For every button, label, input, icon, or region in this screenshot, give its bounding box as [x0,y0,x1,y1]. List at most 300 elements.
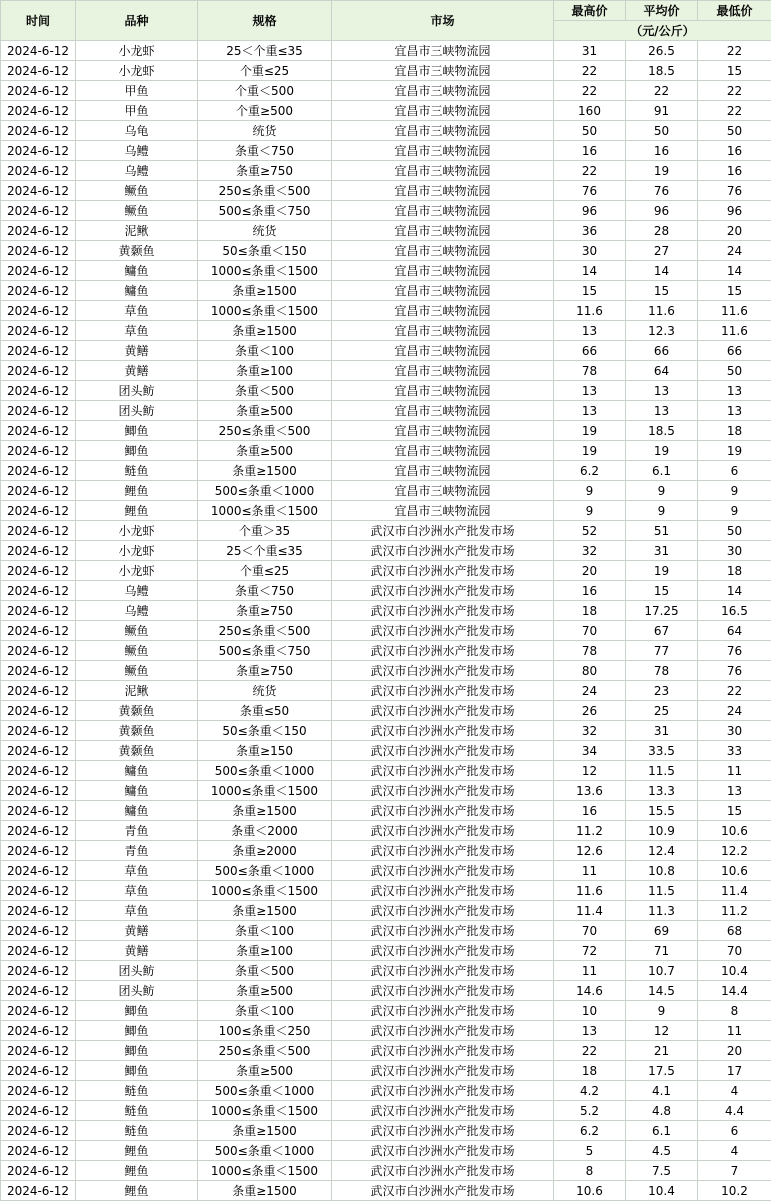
cell-date: 2024-6-12 [1,861,76,881]
cell-avg: 78 [626,661,698,681]
cell-date: 2024-6-12 [1,881,76,901]
table-row [1,821,771,841]
cell-low: 4 [698,1141,771,1161]
cell-kind: 鲫鱼 [76,1001,198,1021]
cell-date: 2024-6-12 [1,661,76,681]
cell-spec: 个重＜500 [198,81,332,101]
cell-avg: 51 [626,521,698,541]
cell-spec: 500≤条重＜1000 [198,761,332,781]
cell-date: 2024-6-12 [1,921,76,941]
cell-low: 7 [698,1161,771,1181]
table-row [1,1141,771,1161]
cell-high: 50 [554,121,626,141]
cell-kind: 小龙虾 [76,541,198,561]
cell-kind: 黄颡鱼 [76,241,198,261]
cell-kind: 团头鲂 [76,961,198,981]
cell-kind: 鲢鱼 [76,1081,198,1101]
cell-kind: 鲢鱼 [76,1121,198,1141]
table-row [1,81,771,101]
cell-avg: 19 [626,441,698,461]
cell-market: 宜昌市三峡物流园 [332,81,554,101]
cell-high: 66 [554,341,626,361]
cell-high: 31 [554,41,626,61]
cell-low: 10.6 [698,821,771,841]
table-row [1,1021,771,1041]
table-row [1,241,771,261]
cell-kind: 草鱼 [76,901,198,921]
cell-spec: 条重＜750 [198,581,332,601]
cell-high: 34 [554,741,626,761]
cell-market: 宜昌市三峡物流园 [332,481,554,501]
cell-market: 武汉市白沙洲水产批发市场 [332,1041,554,1061]
cell-date: 2024-6-12 [1,141,76,161]
cell-avg: 69 [626,921,698,941]
cell-high: 26 [554,701,626,721]
cell-market: 武汉市白沙洲水产批发市场 [332,1121,554,1141]
table-row [1,421,771,441]
cell-spec: 1000≤条重＜1500 [198,1101,332,1121]
cell-low: 96 [698,201,771,221]
cell-avg: 33.5 [626,741,698,761]
cell-low: 8 [698,1001,771,1021]
cell-high: 6.2 [554,1121,626,1141]
cell-low: 70 [698,941,771,961]
table-row [1,701,771,721]
cell-market: 宜昌市三峡物流园 [332,421,554,441]
cell-high: 52 [554,521,626,541]
cell-market: 武汉市白沙洲水产批发市场 [332,881,554,901]
cell-high: 5 [554,1141,626,1161]
cell-low: 11.2 [698,901,771,921]
cell-low: 11 [698,761,771,781]
cell-low: 11.4 [698,881,771,901]
cell-high: 16 [554,581,626,601]
cell-avg: 26.5 [626,41,698,61]
cell-kind: 青鱼 [76,841,198,861]
cell-avg: 15.5 [626,801,698,821]
cell-high: 12.6 [554,841,626,861]
cell-avg: 12.3 [626,321,698,341]
cell-market: 武汉市白沙洲水产批发市场 [332,1141,554,1161]
cell-spec: 条重≥500 [198,981,332,1001]
cell-high: 11 [554,861,626,881]
cell-date: 2024-6-12 [1,561,76,581]
cell-avg: 11.3 [626,901,698,921]
cell-high: 11.2 [554,821,626,841]
cell-avg: 17.5 [626,1061,698,1081]
cell-date: 2024-6-12 [1,361,76,381]
cell-low: 20 [698,1041,771,1061]
table-row [1,321,771,341]
cell-avg: 23 [626,681,698,701]
cell-high: 13 [554,1021,626,1041]
cell-avg: 13 [626,381,698,401]
table-row [1,961,771,981]
table-row [1,481,771,501]
cell-market: 宜昌市三峡物流园 [332,201,554,221]
cell-low: 4 [698,1081,771,1101]
table-row [1,741,771,761]
cell-date: 2024-6-12 [1,981,76,1001]
cell-high: 13 [554,401,626,421]
cell-kind: 黄颡鱼 [76,741,198,761]
cell-high: 70 [554,921,626,941]
cell-kind: 团头鲂 [76,981,198,1001]
cell-spec: 条重≥1500 [198,281,332,301]
cell-low: 14 [698,261,771,281]
table-row [1,521,771,541]
cell-high: 11.6 [554,301,626,321]
table-row [1,1101,771,1121]
cell-high: 19 [554,421,626,441]
header-spec: 规格 [198,1,332,41]
cell-high: 16 [554,141,626,161]
cell-market: 宜昌市三峡物流园 [332,321,554,341]
table-row [1,981,771,1001]
cell-date: 2024-6-12 [1,541,76,561]
cell-spec: 50≤条重＜150 [198,721,332,741]
cell-spec: 条重≥500 [198,1061,332,1081]
table-row [1,541,771,561]
table-row [1,781,771,801]
cell-high: 160 [554,101,626,121]
cell-avg: 91 [626,101,698,121]
cell-market: 宜昌市三峡物流园 [332,221,554,241]
cell-high: 18 [554,1061,626,1081]
cell-date: 2024-6-12 [1,681,76,701]
cell-spec: 条重＜500 [198,961,332,981]
cell-market: 武汉市白沙洲水产批发市场 [332,521,554,541]
table-row [1,161,771,181]
cell-market: 武汉市白沙洲水产批发市场 [332,1181,554,1201]
cell-kind: 鲫鱼 [76,1061,198,1081]
cell-spec: 1000≤条重＜1500 [198,781,332,801]
cell-market: 武汉市白沙洲水产批发市场 [332,1081,554,1101]
cell-avg: 19 [626,161,698,181]
table-row [1,1181,771,1201]
cell-low: 9 [698,481,771,501]
cell-kind: 黄鳝 [76,341,198,361]
cell-market: 武汉市白沙洲水产批发市场 [332,1021,554,1041]
table-row [1,201,771,221]
cell-kind: 黄鳝 [76,361,198,381]
cell-high: 8 [554,1161,626,1181]
cell-market: 武汉市白沙洲水产批发市场 [332,981,554,1001]
cell-avg: 9 [626,1001,698,1021]
cell-date: 2024-6-12 [1,1161,76,1181]
table-row [1,261,771,281]
cell-date: 2024-6-12 [1,461,76,481]
table-row [1,901,771,921]
cell-low: 13 [698,401,771,421]
cell-spec: 条重≥750 [198,661,332,681]
cell-market: 宜昌市三峡物流园 [332,361,554,381]
cell-kind: 鲫鱼 [76,441,198,461]
table-row [1,721,771,741]
cell-spec: 100≤条重＜250 [198,1021,332,1041]
header-unit: （元/公斤） [554,21,771,41]
cell-high: 6.2 [554,461,626,481]
cell-date: 2024-6-12 [1,101,76,121]
cell-high: 18 [554,601,626,621]
cell-spec: 条重≥1500 [198,461,332,481]
cell-spec: 500≤条重＜1000 [198,861,332,881]
cell-date: 2024-6-12 [1,801,76,821]
cell-high: 5.2 [554,1101,626,1121]
cell-date: 2024-6-12 [1,1181,76,1201]
table-row [1,301,771,321]
cell-high: 14.6 [554,981,626,1001]
table-row [1,1121,771,1141]
cell-avg: 10.9 [626,821,698,841]
table-row [1,361,771,381]
cell-avg: 12.4 [626,841,698,861]
cell-low: 10.4 [698,961,771,981]
cell-spec: 1000≤条重＜1500 [198,261,332,281]
table-row [1,101,771,121]
cell-market: 武汉市白沙洲水产批发市场 [332,661,554,681]
cell-low: 50 [698,121,771,141]
cell-avg: 4.1 [626,1081,698,1101]
cell-spec: 条重≥500 [198,441,332,461]
cell-kind: 鳙鱼 [76,781,198,801]
table-row [1,861,771,881]
cell-avg: 12 [626,1021,698,1041]
cell-high: 16 [554,801,626,821]
cell-high: 70 [554,621,626,641]
cell-kind: 鳜鱼 [76,661,198,681]
table-header [1,1,771,41]
cell-high: 12 [554,761,626,781]
cell-date: 2024-6-12 [1,241,76,261]
cell-date: 2024-6-12 [1,1121,76,1141]
cell-kind: 黄鳝 [76,941,198,961]
cell-spec: 统货 [198,121,332,141]
cell-market: 武汉市白沙洲水产批发市场 [332,801,554,821]
cell-spec: 个重＞35 [198,521,332,541]
cell-kind: 青鱼 [76,821,198,841]
table-row [1,1041,771,1061]
cell-low: 76 [698,181,771,201]
cell-avg: 9 [626,501,698,521]
cell-avg: 77 [626,641,698,661]
cell-date: 2024-6-12 [1,121,76,141]
cell-low: 10.2 [698,1181,771,1201]
cell-avg: 66 [626,341,698,361]
cell-avg: 15 [626,581,698,601]
cell-high: 80 [554,661,626,681]
cell-date: 2024-6-12 [1,221,76,241]
table-row [1,1081,771,1101]
table-row [1,41,771,61]
cell-date: 2024-6-12 [1,1061,76,1081]
cell-low: 66 [698,341,771,361]
cell-date: 2024-6-12 [1,521,76,541]
cell-market: 宜昌市三峡物流园 [332,301,554,321]
cell-market: 宜昌市三峡物流园 [332,261,554,281]
cell-spec: 条重≥2000 [198,841,332,861]
cell-spec: 条重≥1500 [198,321,332,341]
cell-kind: 鳙鱼 [76,281,198,301]
cell-date: 2024-6-12 [1,41,76,61]
cell-spec: 1000≤条重＜1500 [198,1161,332,1181]
cell-high: 32 [554,541,626,561]
cell-market: 武汉市白沙洲水产批发市场 [332,741,554,761]
cell-low: 6 [698,461,771,481]
cell-low: 11.6 [698,301,771,321]
cell-spec: 条重≥1500 [198,901,332,921]
cell-kind: 鲫鱼 [76,1021,198,1041]
cell-spec: 25＜个重≤35 [198,41,332,61]
header-high: 最高价 [554,1,626,21]
cell-low: 33 [698,741,771,761]
cell-date: 2024-6-12 [1,301,76,321]
cell-avg: 6.1 [626,1121,698,1141]
cell-market: 武汉市白沙洲水产批发市场 [332,621,554,641]
cell-low: 18 [698,421,771,441]
table-row [1,181,771,201]
cell-market: 武汉市白沙洲水产批发市场 [332,961,554,981]
cell-spec: 500≤条重＜750 [198,641,332,661]
cell-high: 36 [554,221,626,241]
cell-low: 13 [698,781,771,801]
table-row [1,141,771,161]
cell-high: 13.6 [554,781,626,801]
cell-high: 24 [554,681,626,701]
cell-date: 2024-6-12 [1,701,76,721]
cell-low: 16.5 [698,601,771,621]
cell-low: 30 [698,541,771,561]
header-low: 最低价 [698,1,771,21]
cell-market: 武汉市白沙洲水产批发市场 [332,681,554,701]
cell-date: 2024-6-12 [1,1001,76,1021]
cell-avg: 17.25 [626,601,698,621]
cell-kind: 小龙虾 [76,61,198,81]
cell-market: 宜昌市三峡物流园 [332,401,554,421]
cell-date: 2024-6-12 [1,841,76,861]
header-avg: 平均价 [626,1,698,21]
cell-avg: 25 [626,701,698,721]
cell-market: 宜昌市三峡物流园 [332,241,554,261]
cell-low: 16 [698,141,771,161]
cell-low: 17 [698,1061,771,1081]
table-row [1,341,771,361]
cell-market: 武汉市白沙洲水产批发市场 [332,561,554,581]
table-row [1,881,771,901]
table-row [1,581,771,601]
cell-kind: 鲢鱼 [76,1101,198,1121]
cell-spec: 50≤条重＜150 [198,241,332,261]
cell-date: 2024-6-12 [1,181,76,201]
cell-spec: 个重≤25 [198,561,332,581]
cell-kind: 黄颡鱼 [76,701,198,721]
cell-kind: 鲤鱼 [76,481,198,501]
cell-kind: 泥鳅 [76,681,198,701]
cell-high: 78 [554,641,626,661]
cell-low: 22 [698,681,771,701]
cell-high: 13 [554,381,626,401]
cell-low: 4.4 [698,1101,771,1121]
table-row [1,921,771,941]
cell-low: 16 [698,161,771,181]
cell-date: 2024-6-12 [1,321,76,341]
cell-spec: 500≤条重＜1000 [198,1081,332,1101]
cell-low: 20 [698,221,771,241]
cell-kind: 鲫鱼 [76,1041,198,1061]
cell-low: 14 [698,581,771,601]
cell-kind: 草鱼 [76,881,198,901]
table-row [1,1161,771,1181]
cell-high: 4.2 [554,1081,626,1101]
table-row [1,841,771,861]
cell-spec: 条重≥100 [198,941,332,961]
cell-date: 2024-6-12 [1,61,76,81]
table-row [1,281,771,301]
cell-high: 11.4 [554,901,626,921]
cell-low: 18 [698,561,771,581]
cell-avg: 67 [626,621,698,641]
cell-avg: 7.5 [626,1161,698,1181]
cell-kind: 草鱼 [76,301,198,321]
cell-high: 76 [554,181,626,201]
cell-spec: 条重≥1500 [198,1121,332,1141]
cell-spec: 个重≤25 [198,61,332,81]
cell-spec: 条重≤50 [198,701,332,721]
table-row [1,501,771,521]
cell-spec: 条重≥150 [198,741,332,761]
cell-avg: 71 [626,941,698,961]
cell-market: 宜昌市三峡物流园 [332,501,554,521]
cell-spec: 个重≥500 [198,101,332,121]
cell-kind: 鲫鱼 [76,421,198,441]
cell-low: 50 [698,361,771,381]
cell-market: 宜昌市三峡物流园 [332,441,554,461]
cell-low: 64 [698,621,771,641]
table-row [1,381,771,401]
cell-date: 2024-6-12 [1,1021,76,1041]
cell-kind: 乌鳢 [76,161,198,181]
cell-avg: 13.3 [626,781,698,801]
cell-market: 宜昌市三峡物流园 [332,41,554,61]
cell-low: 14.4 [698,981,771,1001]
cell-avg: 18.5 [626,61,698,81]
table-row [1,641,771,661]
cell-spec: 1000≤条重＜1500 [198,501,332,521]
cell-high: 14 [554,261,626,281]
cell-market: 宜昌市三峡物流园 [332,61,554,81]
cell-high: 22 [554,1041,626,1061]
cell-avg: 10.7 [626,961,698,981]
cell-market: 武汉市白沙洲水产批发市场 [332,1161,554,1181]
cell-avg: 14.5 [626,981,698,1001]
cell-date: 2024-6-12 [1,481,76,501]
cell-spec: 条重＜100 [198,1001,332,1021]
table-row [1,681,771,701]
cell-kind: 小龙虾 [76,561,198,581]
cell-market: 宜昌市三峡物流园 [332,101,554,121]
cell-avg: 76 [626,181,698,201]
cell-avg: 27 [626,241,698,261]
cell-spec: 1000≤条重＜1500 [198,301,332,321]
cell-date: 2024-6-12 [1,821,76,841]
cell-low: 24 [698,701,771,721]
cell-market: 宜昌市三峡物流园 [332,181,554,201]
cell-market: 武汉市白沙洲水产批发市场 [332,721,554,741]
cell-high: 72 [554,941,626,961]
cell-kind: 草鱼 [76,321,198,341]
cell-avg: 11.6 [626,301,698,321]
cell-date: 2024-6-12 [1,1141,76,1161]
